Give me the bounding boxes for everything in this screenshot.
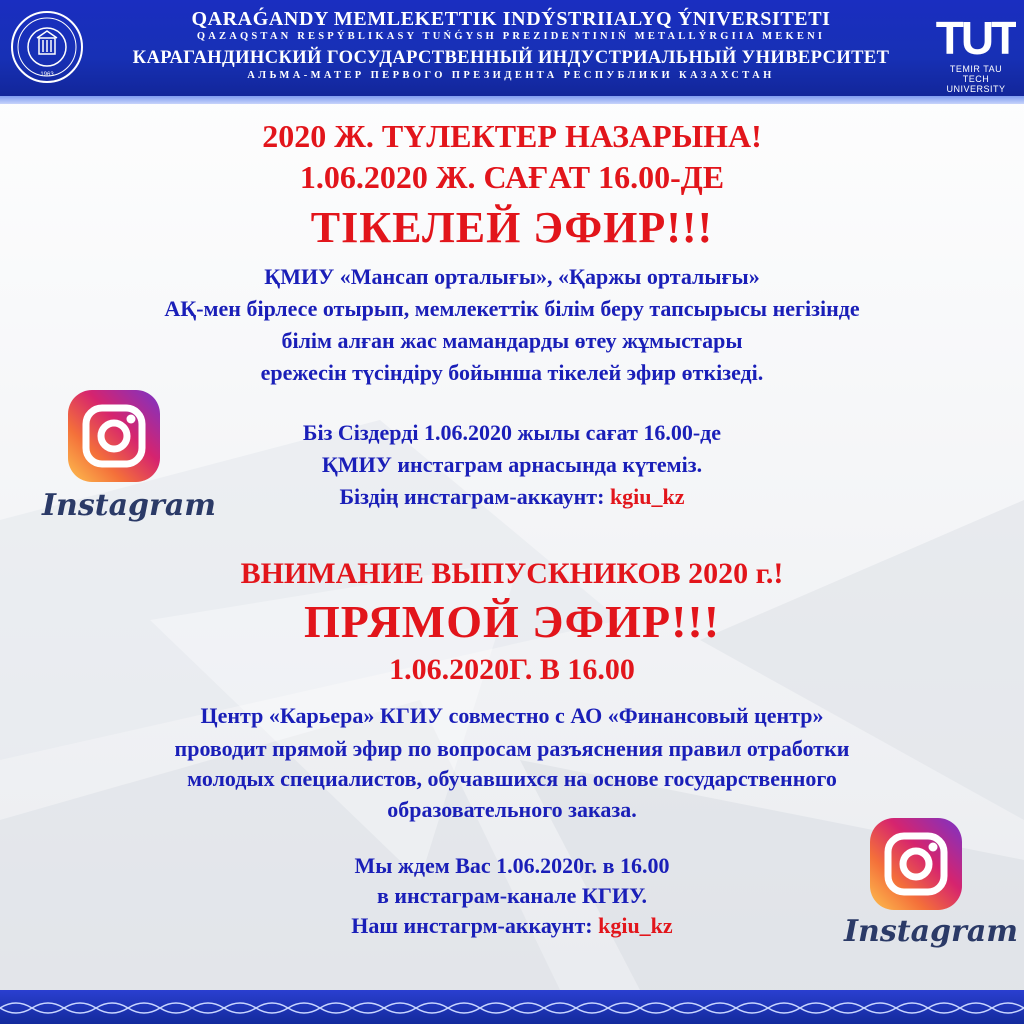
kaz-account-label: Біздің инстаграм-аккаунт: <box>339 484 610 509</box>
kaz-body-line: білім алған жас мамандарды өтеу жұмыстары <box>281 328 743 353</box>
instagram-icon[interactable] <box>66 388 162 484</box>
kaz-title-2: 1.06.2020 Ж. САҒАТ 16.00-ДЕ <box>299 159 725 195</box>
header-bar <box>0 0 1024 96</box>
header-line-cyrillic: КАРАГАНДИНСКИЙ ГОСУДАРСТВЕННЫЙ ИНДУСТРИАЛЬНЫЙ УНИВЕРСИТЕТ <box>132 48 890 68</box>
header-ornament-strip <box>0 96 1024 104</box>
kaz-title-1: 2020 Ж. ТҮЛЕКТЕР НАЗАРЫНА! <box>262 118 762 154</box>
kaz-body-line: ҚМИУ «Мансап орталығы», «Қаржы орталығы» <box>264 264 760 289</box>
rus-title-date: 1.06.2020Г. В 16.00 <box>389 653 635 686</box>
rus-account-handle[interactable]: kgiu_kz <box>598 913 673 938</box>
rus-invite-line: Мы ждем Вас 1.06.2020г. в 16.00 <box>354 853 670 878</box>
university-seal-icon <box>10 10 84 84</box>
rus-body-line: проводит прямой эфир по вопросам разъяснения правил отработки <box>174 736 850 761</box>
kaz-account-handle[interactable]: kgiu_kz <box>609 484 685 509</box>
instagram-wordmark: Instagram <box>844 914 1018 949</box>
tut-logo-icon <box>936 8 1016 62</box>
rus-account-label: Наш инстагрм-аккаунт: <box>351 913 599 938</box>
rus-body-line: образовательного заказа. <box>387 797 637 822</box>
rus-title-1: ВНИМАНИЕ ВЫПУСКНИКОВ 2020 г.! <box>240 557 784 590</box>
header-subline-latin: QAZAQSTAN RESPÝBLIKASY TUŃǴYSH PREZIDENTINIŃ METALLÝRGIIA MEKENI <box>196 31 826 42</box>
tut-logo-text: TUT <box>936 12 1016 62</box>
kaz-invite-line: ҚМИУ инстаграм арнасында күтеміз. <box>321 452 703 477</box>
kaz-body-line: ережесін түсіндіру бойынша тікелей эфир өткізеді. <box>260 360 764 385</box>
seal-year: 1963 <box>40 72 54 78</box>
instagram-wordmark: Instagram <box>42 488 216 523</box>
footer-ornament-icon <box>0 995 1024 1021</box>
rus-title-live: ПРЯМОЙ ЭФИР!!! <box>303 596 721 647</box>
tut-logo-subtitle <box>936 64 1016 94</box>
instagram-icon[interactable] <box>868 816 964 912</box>
header-subline-cyrillic: АЛЬМА-МАТЕР ПЕРВОГО ПРЕЗИДЕНТА РЕСПУБЛИКИ КАЗАХСТАН <box>247 70 775 81</box>
tut-logo <box>936 8 1016 94</box>
rus-body-line: Центр «Карьера» КГИУ совместно с АО «Финансовый центр» <box>200 703 824 728</box>
kaz-body-line: АҚ-мен бірлесе отырып, мемлекеттік білім беру тапсырысы негізінде <box>164 296 860 321</box>
header-line-latin: QARAǴANDY MEMLEKETTIK INDÝSTRIIALYQ ÝNIVERSITETI <box>191 8 831 30</box>
kaz-title-live: ТІКЕЛЕЙ ЭФИР!!! <box>310 203 714 252</box>
rus-body-line: молодых специалистов, обучавшихся на основе государственного <box>187 766 837 791</box>
rus-invite-line: в инстаграм-канале КГИУ. <box>376 883 648 908</box>
tut-logo-sub1: TEMIR TAU TECH <box>949 64 1003 84</box>
tut-logo-sub2: UNIVERSITY <box>946 84 1006 94</box>
kaz-invite-line: Біз Сіздерді 1.06.2020 жылы сағат 16.00-де <box>302 420 722 445</box>
